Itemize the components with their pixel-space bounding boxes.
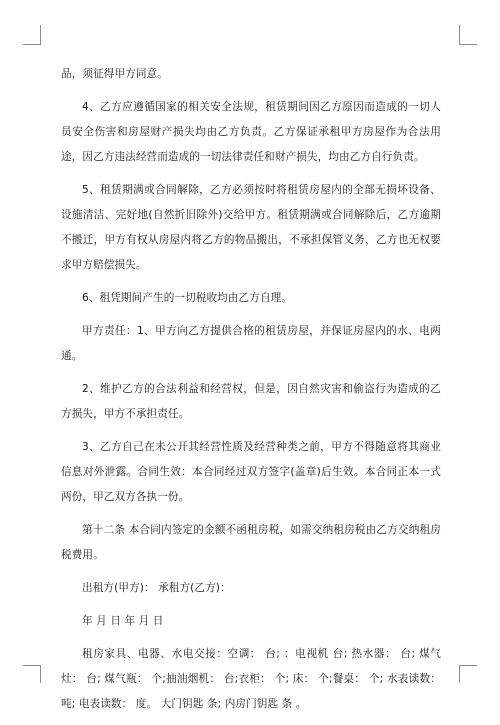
paragraph-clause-6: 6、租凭期间产生的一切税收均由乙方自理。 bbox=[82, 292, 293, 304]
paragraph-article-12: 第十二条 本合同内签定的金额不函租房税，如需交纳租房税由乙方交纳租房税费用。 bbox=[61, 524, 441, 561]
paragraph-lessor-duty-1: 甲方责任：1、甲方向乙方提供合格的租赁房屋，并保证房屋内的水、电两通。 bbox=[61, 325, 441, 362]
crop-mark-bottom-right bbox=[459, 665, 477, 683]
paragraph-lessor-duty-2: 2、维护乙方的合法利益和经营权，但是，因自然灾害和偷盗行为造成的乙方损失，甲方不承担责任。 bbox=[61, 383, 441, 420]
paragraph-lessor-duty-3: 3、乙方自己在未公开其经营性质及经营种类之前，甲方不得随意将其商业信息对外泄露。合同生效：本合同经过双方签字(盖章)后生效。本合同正本一式两份，甲乙双方各执一份。 bbox=[61, 441, 441, 503]
paragraph-dates: 年 月 日 年 月 日 bbox=[82, 615, 164, 627]
paragraph-clause-4: 4、乙方应遵循国家的相关安全法规，租赁期间因乙方原因而造成的一切人员安全伤害和房屋财产损失均由乙方负责。乙方保证承租甲方房屋作为合法用途，因乙方违法经营而造成的一切法律责任和财产损失，均由乙方自行负责。 bbox=[61, 101, 441, 163]
crop-mark-bottom-left bbox=[23, 665, 41, 683]
crop-mark-top-right bbox=[459, 25, 477, 45]
paragraph-continuation: 品，须征得甲方同意。 bbox=[61, 68, 168, 80]
paragraph-handover-inventory: 租房家具、电器、水电交接：空调： 台; ：电视机 台; 热水器： 台; 煤气灶： 台; 煤气瓶： 个;抽油烟机： 台;衣柜： 个; 床： 个;餐桌： 个; 水表读数： 吨; 电表读数： 度。 大门钥匙 条; 内房门钥匙 条 。 bbox=[61, 648, 441, 710]
crop-mark-top-left bbox=[23, 25, 41, 45]
document-body bbox=[61, 62, 441, 725]
paragraph-signatories: 出租方(甲方)： 承租方(乙方)： bbox=[82, 582, 231, 594]
paragraph-clause-5: 5、租赁期满或合同解除，乙方必须按时将租赁房屋内的全部无损坏设备、设施清洁、完好地(自然折旧除外)交给甲方。租赁期满或合同解除后，乙方逾期不搬迁，甲方有权从房屋内将乙方的物品搬出，不承担保管义务，乙方也无权要求甲方赔偿损失。 bbox=[61, 184, 441, 271]
